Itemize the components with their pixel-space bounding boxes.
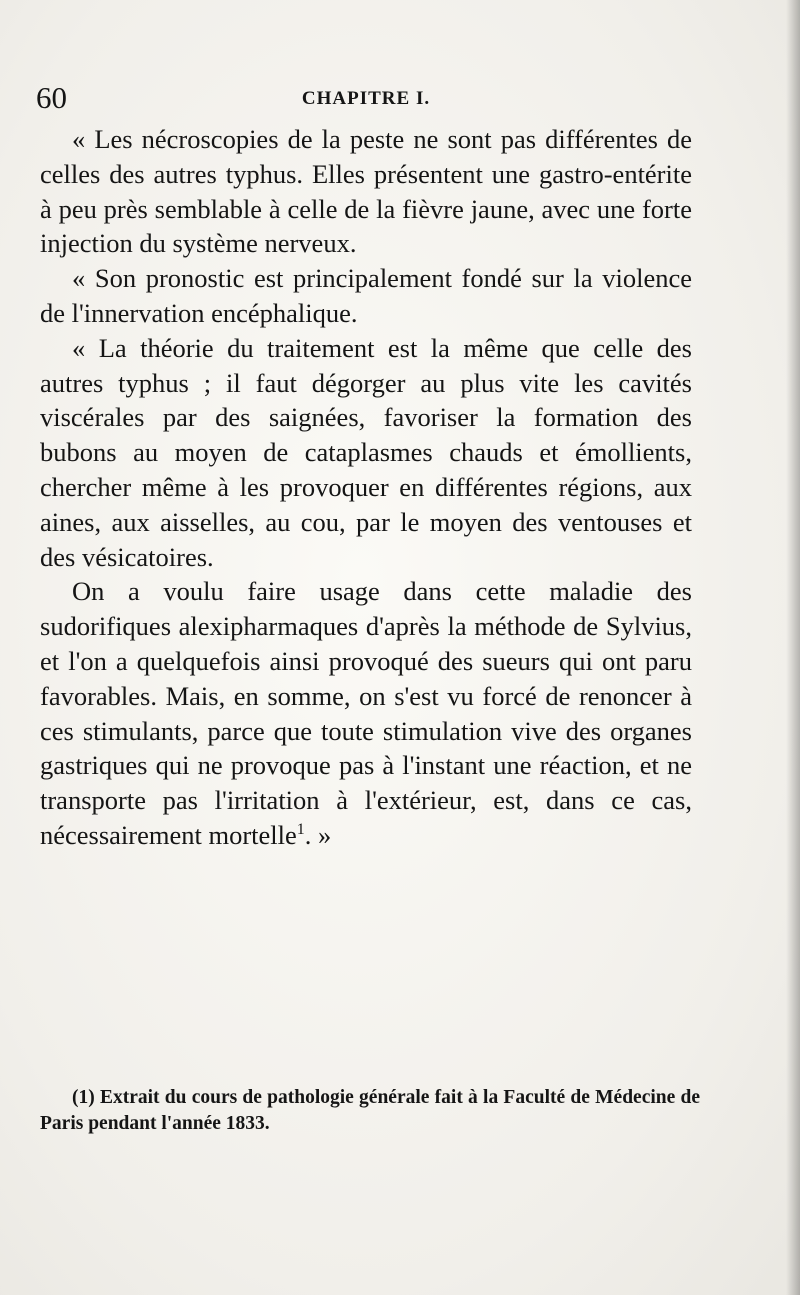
paragraph: « Les nécroscopies de la peste ne sont pas différentes de celles des autres typhus. Elles présentent une gastro-entérite à peu près semblable à celle de la fièvre jaune, avec une forte injection du système nerveux.: [40, 124, 692, 259]
running-head: CHAPITRE I.: [301, 88, 431, 109]
paragraph: [40, 574, 692, 852]
paragraph: « Son pronostic est principalement fondé sur la violence de l'innervation encéphalique.: [40, 263, 692, 328]
paragraph: « La théorie du traitement est la même que celle des autres typhus ; il faut dégorger au plus vite les cavités viscérales par des saignées, favoriser la formation des bubons au moyen de cataplasmes chauds et émollients, chercher même à les provoquer en différentes régions, aux aines, aux aisselles, au cou, par le moyen des ventouses et des vésicatoires.: [40, 332, 692, 572]
footnote-marker: 1: [296, 821, 305, 839]
closing-quote: . »: [304, 819, 332, 850]
paragraph-text: On a voulu faire usage dans cette maladie des sudorifiques alexipharmaques d'après la méthode de Sylvius, et l'on a quelquefois ainsi provoqué des sueurs qui ont paru favorables. Mais, en somme, on s'est vu forcé de renoncer à ces stimulants, parce que toute stimulation vive des organes gastriques qui ne provoque pas à l'instant une réaction, et ne transporte pas l'irritation à l'extérieur, est, dans ce cas, nécessairement mortelle: [40, 576, 692, 850]
page-edge-shadow: [786, 0, 800, 1295]
footnotes: [40, 1085, 700, 1137]
body-text: [40, 122, 692, 853]
page-header: [36, 78, 696, 118]
page-number: 60: [36, 80, 67, 115]
footnote: (1) Extrait du cours de pathologie générale fait à la Faculté de Médecine de Paris pendant l'année 1833.: [40, 1087, 700, 1134]
